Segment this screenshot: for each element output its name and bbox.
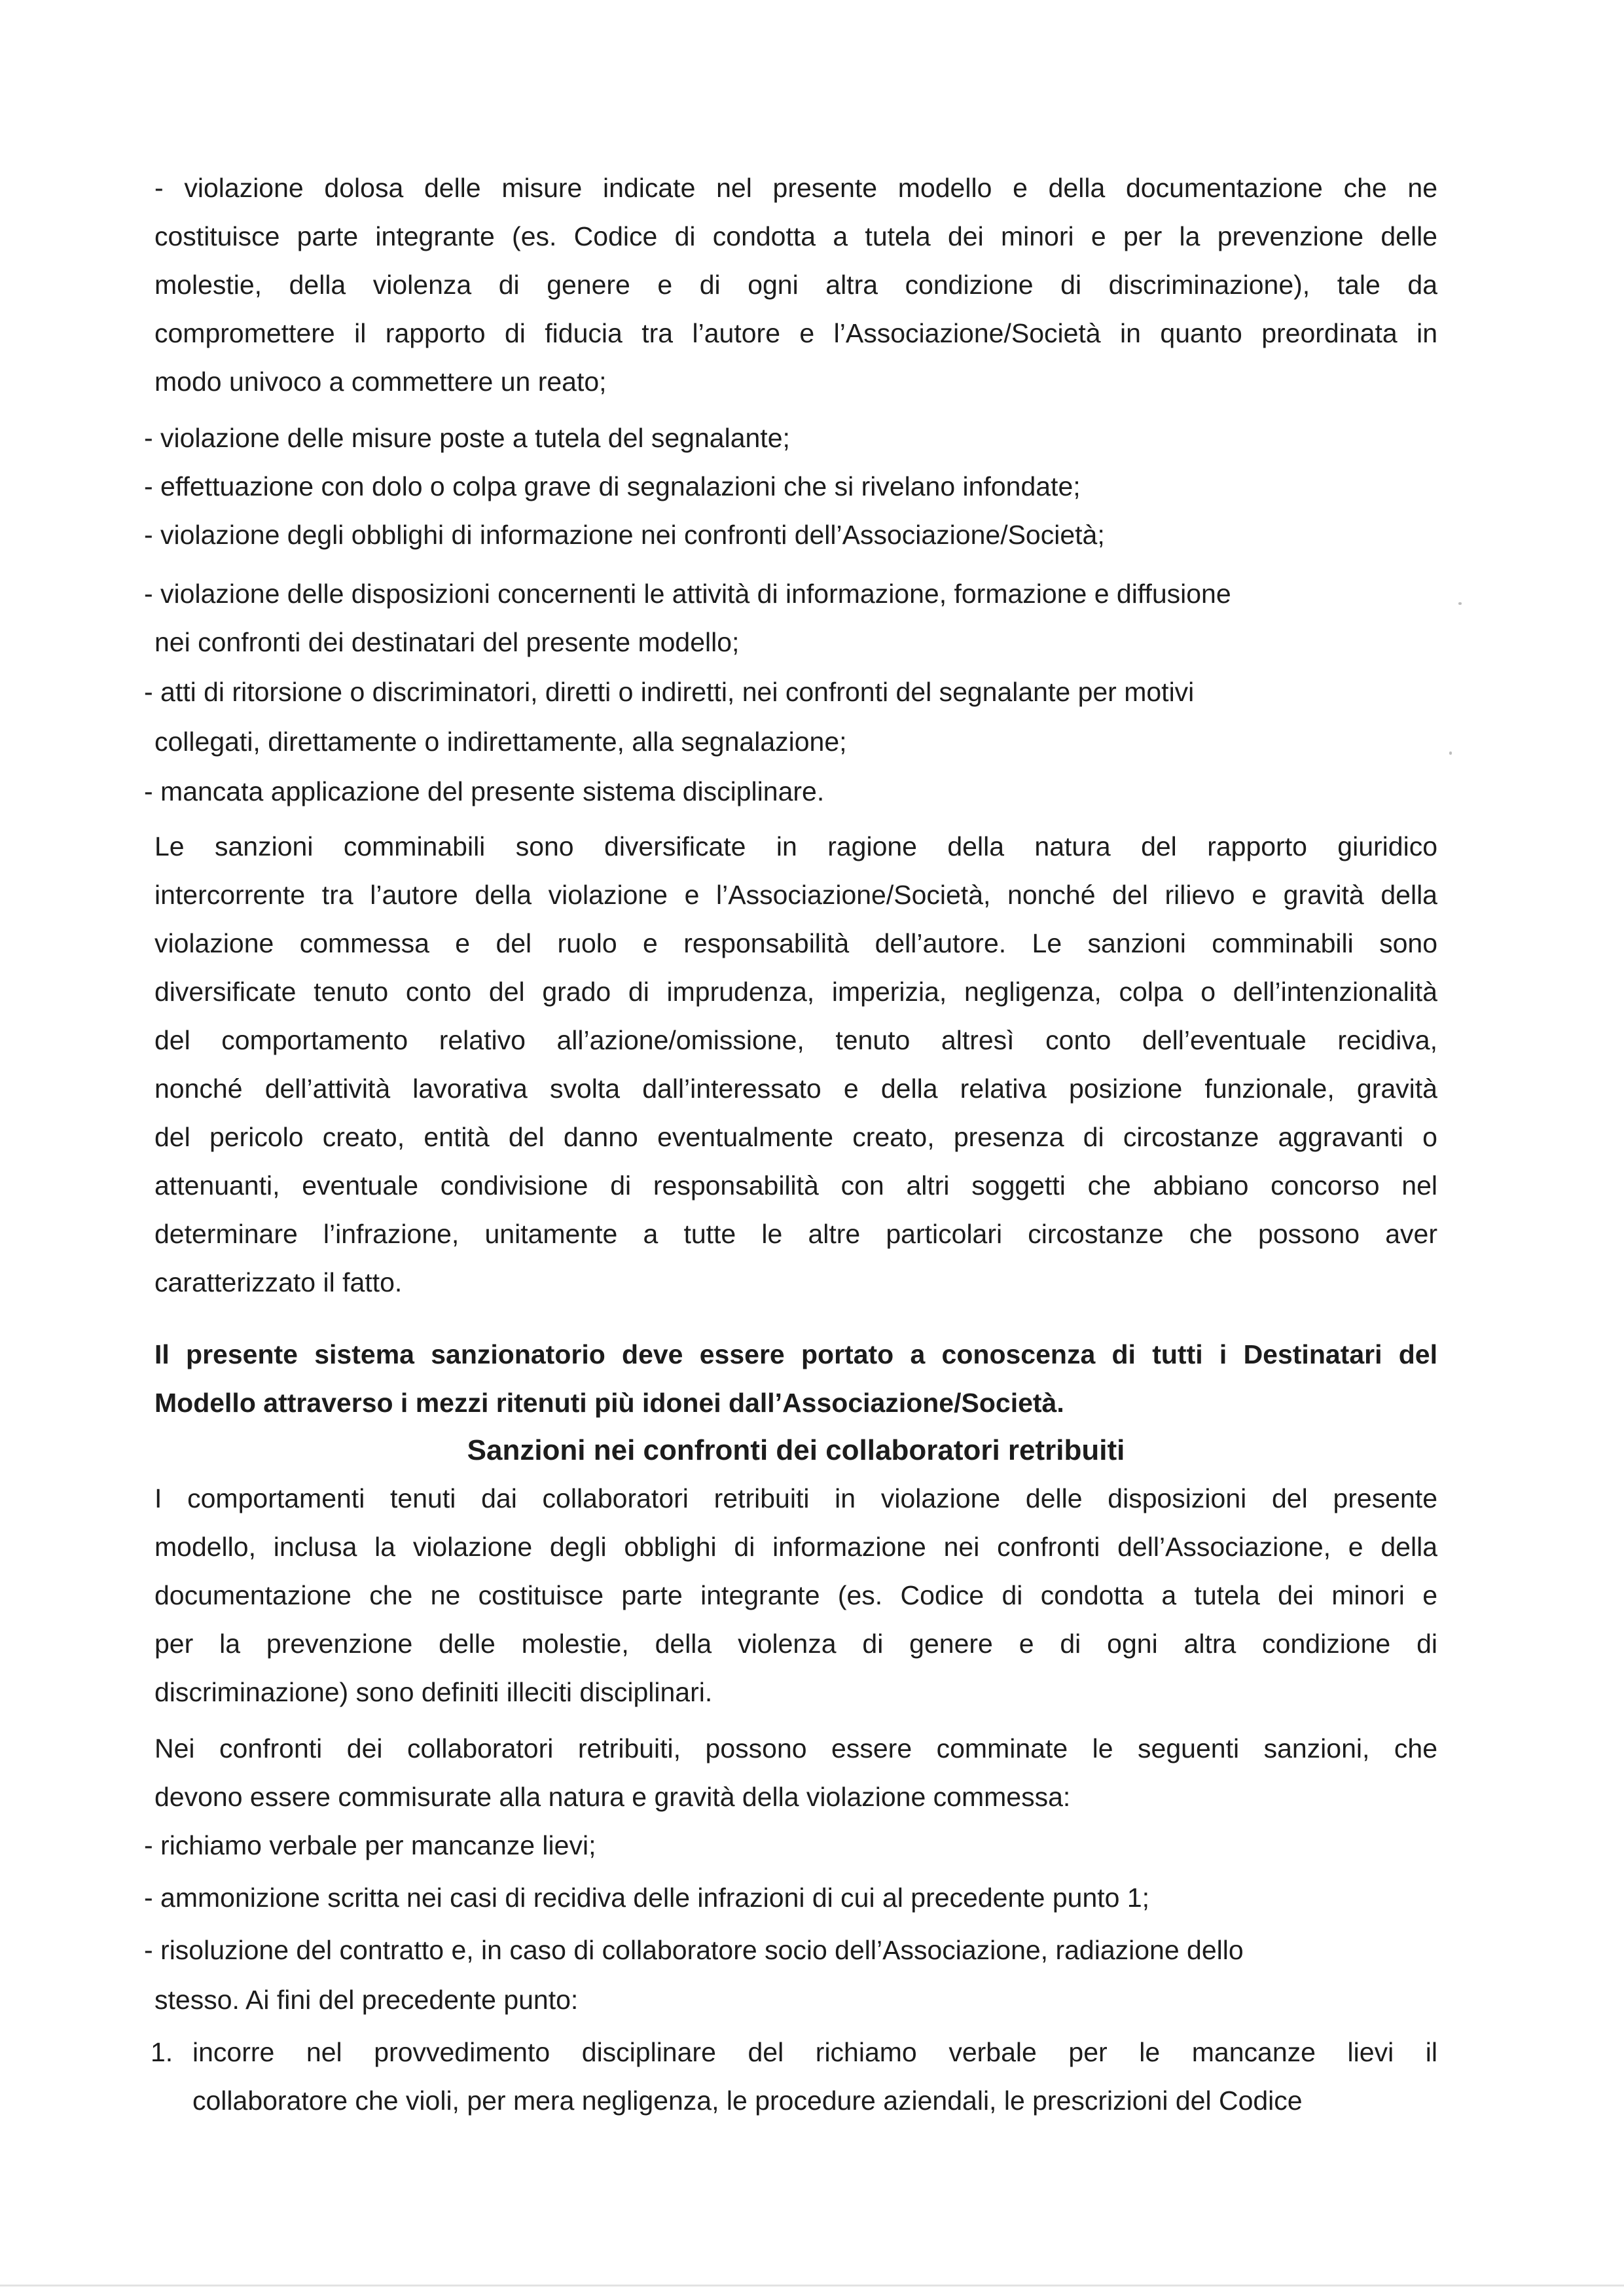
item-number: 1. [151, 2037, 173, 2067]
text-line: discriminazione) sono definiti illeciti disciplinari. [154, 1677, 713, 1707]
text-line: diversificate tenuto conto del grado di imprudenza, imperizia, negligenza, colpa o dell’intenzionalità [154, 977, 1437, 1007]
text-line: Il presente sistema sanzionatorio deve essere portato a conoscenza di tutti i Destinatari del [154, 1339, 1437, 1369]
text-line: del comportamento relativo all’azione/omissione, tenuto altresì conto dell’eventuale recidiva, [154, 1025, 1437, 1055]
text-line: molestie, della violenza di genere e di ogni altra condizione di discriminazione), tale da [154, 270, 1437, 300]
list-item: - ammonizione scritta nei casi di recidiva delle infrazioni di cui al precedente punto 1; [144, 1883, 1150, 1913]
list-item-continuation: nei confronti dei destinatari del presente modello; [154, 627, 740, 657]
section-heading: Sanzioni nei confronti dei collaboratori retribuiti [467, 1434, 1125, 1466]
sanctions-paragraph [154, 822, 1437, 1307]
text-line: violazione commessa e del ruolo e responsabilità dell’autore. Le sanzioni comminabili sono [154, 928, 1437, 958]
text-line: documentazione che ne costituisce parte integrante (es. Codice di condotta a tutela dei minori e [154, 1580, 1437, 1610]
bold-notice-paragraph [154, 1330, 1437, 1427]
list-item: - effettuazione con dolo o colpa grave di segnalazioni che si rivelano infondate; [144, 471, 1081, 501]
list-item: - richiamo verbale per mancanze lievi; [144, 1830, 596, 1860]
text-line: nonché dell’attività lavorativa svolta dall’interessato e della relativa posizione funzionale, gravità [154, 1074, 1437, 1104]
text-line: del pericolo creato, entità del danno eventualmente creato, presenza di circostanze aggravanti o [154, 1122, 1437, 1152]
list-item: - violazione degli obblighi di informazione nei confronti dell’Associazione/Società; [144, 520, 1105, 550]
list-item: - risoluzione del contratto e, in caso di collaboratore socio dell’Associazione, radiazione dello [144, 1935, 1244, 1965]
text-line: Modello attraverso i mezzi ritenuti più idonei dall’Associazione/Società. [154, 1388, 1064, 1418]
text-line: modello, inclusa la violazione degli obblighi di informazione nei confronti dell’Associazione, e della [154, 1532, 1437, 1562]
text-line: costituisce parte integrante (es. Codice di condotta a tutela dei minori e per la prevenzione delle [154, 221, 1437, 251]
text-line: per la prevenzione delle molestie, della violenza di genere e di ogni altra condizione di [154, 1629, 1437, 1659]
list-item: - violazione delle misure poste a tutela del segnalante; [144, 423, 790, 453]
text-line: Nei confronti dei collaboratori retribuiti, possono essere comminate le seguenti sanzioni, che [154, 1733, 1437, 1763]
text-line: attenuanti, eventuale condivisione di responsabilità con altri soggetti che abbiano concorso nel [154, 1170, 1437, 1201]
list-item-continuation: collegati, direttamente o indirettamente, alla segnalazione; [154, 727, 847, 757]
list-item: - atti di ritorsione o discriminatori, diretti o indiretti, nei confronti del segnalante per motivi [144, 677, 1195, 707]
list-item: - mancata applicazione del presente sistema disciplinare. [144, 776, 825, 806]
text-line: devono essere commisurate alla natura e gravità della violazione commessa: [154, 1782, 1071, 1812]
text-line: incorre nel provvedimento disciplinare del richiamo verbale per le mancanze lievi il [192, 2037, 1437, 2067]
intro-paragraph [154, 164, 1437, 406]
measures-paragraph [154, 1724, 1437, 1821]
behaviour-paragraph [154, 1474, 1437, 1716]
text-line: intercorrente tra l’autore della violazione e l’Associazione/Società, nonché del rilievo e gravità della [154, 880, 1437, 910]
text-line: determinare l’infrazione, unitamente a tutte le altre particolari circostanze che possono aver [154, 1219, 1437, 1249]
list-item-continuation: stesso. Ai fini del precedente punto: [154, 1985, 579, 2015]
numbered-item-body [192, 2028, 1437, 2125]
scan-speck [1458, 602, 1462, 605]
scan-speck [1449, 751, 1452, 755]
text-line: modo univoco a commettere un reato; [154, 367, 607, 397]
text-line: Le sanzioni comminabili sono diversificate in ragione della natura del rapporto giuridico [154, 831, 1437, 861]
text-line: I comportamenti tenuti dai collaboratori retribuiti in violazione delle disposizioni del presente [154, 1483, 1437, 1513]
scan-edge [0, 2285, 1624, 2286]
list-item: - violazione delle disposizioni concernenti le attività di informazione, formazione e diffusione [144, 579, 1231, 609]
text-line: - violazione dolosa delle misure indicate nel presente modello e della documentazione che ne [154, 173, 1437, 203]
text-line: compromettere il rapporto di fiducia tra l’autore e l’Associazione/Società in quanto preordinata in [154, 318, 1437, 348]
text-line: collaboratore che violi, per mera negligenza, le procedure aziendali, le prescrizioni del Codice [192, 2086, 1303, 2116]
text-line: caratterizzato il fatto. [154, 1267, 403, 1297]
